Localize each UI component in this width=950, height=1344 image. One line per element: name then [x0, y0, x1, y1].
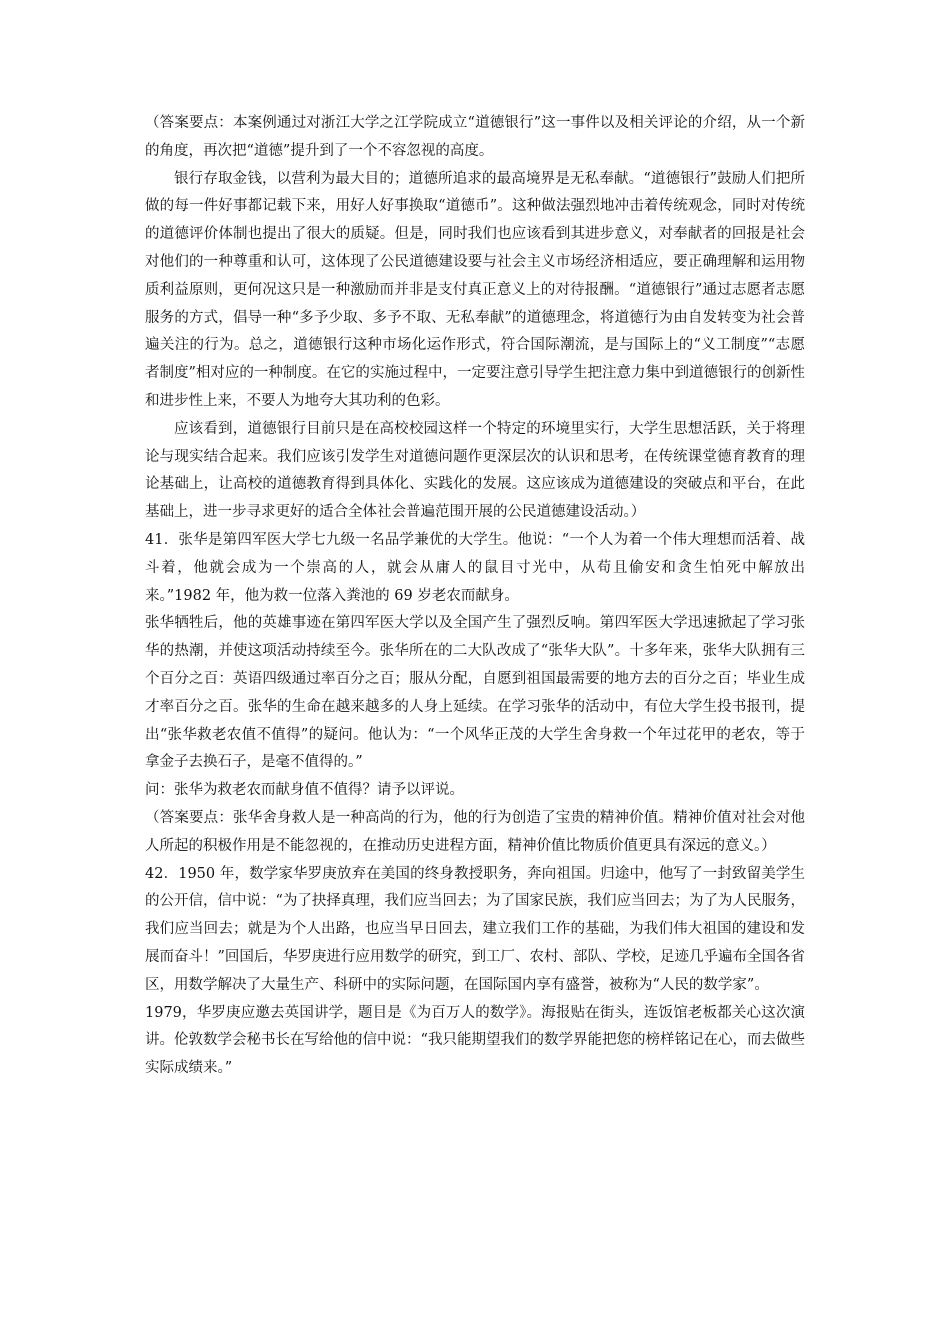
answer-paragraph-intro: （答案要点：本案例通过对浙江大学之江学院成立“道德银行”这一事件以及相关评论的介绍，从一个新的角度，再次把“道德”提升到了一个不容忽视的高度。 — [145, 115, 805, 159]
question-42-case: 42．1950 年，数学家华罗庚放弃在美国的终身教授职务，奔向祖国。归途中，他写了一封致留美学生的公开信，信中说：“为了抉择真理，我们应当回去；为了国家民族，我们应当回去；为了为人民服务，我们应当回去；就是为个人出路，也应当早日回去，建立我们工作的基础，为我们伟大祖国的建设和发展而奋斗！”回国后，华罗庚进行应用数学的研究，到工厂、农村、部队、学校，足迹几乎遍布全国各省区，用数学解决了大量生产、科研中的实际问题，在国际国内享有盛誉，被称为“人民的数学家”。 — [145, 865, 805, 993]
question-42-background: 1979，华罗庚应邀去英国讲学，题目是《为百万人的数学》。海报贴在街头，连饭馆老板都关心这次演讲。伦敦数学会秘书长在写给他的信中说：“我只能期望我们的数学界能把您的榜样铭记在心，而去做些实际成绩来。” — [145, 1004, 805, 1077]
answer-paragraph-conclusion: 应该看到，道德银行目前只是在高校校园这样一个特定的环境里实行，大学生思想活跃，关于将理论与现实结合起来。我们应该引发学生对道德问题作更深层次的认识和思考，在传统课堂德育教育的理论基础上，让高校的道德教育得到具体化、实践化的发展。这应该成为道德建设的突破点和平台，在此基础上，进一步寻求更好的适合全体社会普遍范围开展的公民道德建设活动。） — [145, 420, 805, 521]
question-41-background: 张华牺牲后，他的英雄事迹在第四军医大学以及全国产生了强烈反响。第四军医大学迅速掀起了学习张华的热潮，并使这项活动持续至今。张华所在的二大队改成了“张华大队”。十多年来，张华大队拥有三个百分之百：英语四级通过率百分之百；服从分配，自愿到祖国最需要的地方去的百分之百；毕业生成才率百分之百。张华的生命在越来越多的人身上延续。在学习张华的活动中，有位大学生投书报刊，提出“张华救老农值不值得”的疑问。他认为：“一个风华正茂的大学生舍身救一个年过花甲的老农，等于拿金子去换石子，是毫不值得的。” — [145, 615, 805, 771]
document-body — [145, 110, 805, 1083]
answer-paragraph-bank: 银行存取金钱，以营利为最大目的；道德所追求的最高境界是无私奉献。“道德银行”鼓励人们把所做的每一件好事都记载下来，用好人好事换取“道德币”。这种做法强烈地冲击着传统观念，同时对传统的道德评价体制也提出了很大的质疑。但是，同时我们也应该看到其进步意义，对奉献者的回报是社会对他们的一种尊重和认可，这体现了公民道德建设要与社会主义市场经济相适应，要正确理解和运用物质利益原则，更何况这只是一种激励而并非是支付真正意义上的对待报酬。“道德银行”通过志愿者志愿服务的方式，倡导一种“多予少取、多予不取、无私奉献”的道德理念，将道德行为由自发转变为社会普遍关注的行为。总之，道德银行这种市场化运作形式，符合国际潮流，是与国际上的“义工制度”“志愿者制度”相对应的一种制度。在它的实施过程中，一定要注意引导学生把注意力集中到道德银行的创新性和进步性上来，不要人为地夸大其功利的色彩。 — [145, 170, 805, 409]
question-41-prompt: 问：张华为救老农而献身值不值得？请予以评说。 — [145, 782, 464, 799]
question-41-answer: （答案要点：张华舍身救人是一种高尚的行为，他的行为创造了宝贵的精神价值。精神价值对社会对他人所起的积极作用是不能忽视的，在推动历史进程方面，精神价值比物质价值更具有深远的意义。） — [145, 809, 805, 854]
question-41-case: 41．张华是第四军医大学七九级一名品学兼优的大学生。他说：“一个人为着一个伟大理想而活着、战斗着，他就会成为一个崇高的人，就会从庸人的鼠目寸光中，从苟且偷安和贪生怕死中解放出来。”1982 年，他为救一位落入粪池的 69 岁老农而献身。 — [145, 531, 805, 604]
